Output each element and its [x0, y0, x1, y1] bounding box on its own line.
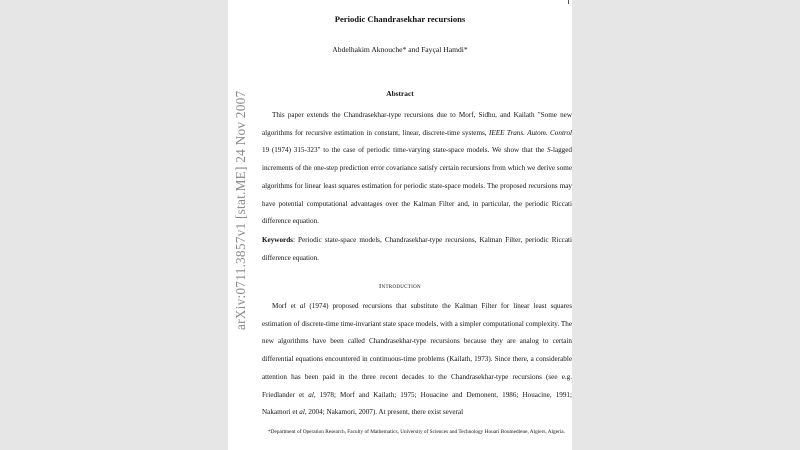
keywords-paragraph	[262, 232, 572, 267]
intro-text-1: Morf et	[272, 302, 300, 310]
intro-text-3: , 1978; Morf and Kailath; 1975; Houacine and Demonent, 1986; Houacine, 1991; Nakamori et	[262, 390, 572, 417]
keywords-label: Keywords	[262, 236, 293, 244]
abstract-text-1: This paper extends the Chandrasekhar-type recursions due to Morf, Sidhu, and Kailath "Some new algorithms for recursive estimation in constant, linear, discrete-time systems,	[262, 111, 572, 137]
intro-et-al-2: al	[308, 390, 314, 399]
intro-et-al-3: al	[299, 408, 305, 417]
abstract-body	[262, 107, 572, 231]
abstract-text-3: -lagged increments of the one-step prediction error covariance satisfy certain recursions from which we derive some algorithms for linear least squares estimation for periodic state-space models. The proposed recursions may have potential computational advantages over the Kalman Filter and, in particular, the periodic Riccati difference equation.	[262, 146, 572, 226]
introduction-heading: Introduction	[379, 283, 421, 290]
keywords-text: : Periodic state-space models, Chandrasekhar-type recursions, Kalman Filter, periodic Riccati difference equation.	[262, 236, 572, 262]
abstract-journal: IEEE Trans. Autom. Control	[489, 128, 572, 137]
page-corner-mark	[568, 0, 569, 4]
affiliation-footnote: *Department of Operation Research, Faculty of Mathematics, University of Sciences and Technology Houari Boumediene, Algiers, Algeria.	[268, 429, 565, 435]
paper-authors: Abdelhakim Aknouche* and Fayçal Hamdi*	[332, 45, 468, 54]
abstract-s-symbol: S	[547, 146, 551, 155]
intro-et-al-1: al	[299, 302, 306, 310]
arxiv-identifier-watermark: arXiv:0711.3857v1 [stat.ME] 24 Nov 2007	[233, 90, 248, 330]
abstract-heading: Abstract	[386, 89, 414, 98]
abstract-text-2: 19 (1974) 315-323" to the case of periodic time-varying state-space models. We show that the	[262, 146, 547, 155]
intro-text-4: , 2004; Nakamori, 2007). At present, there exist several	[304, 408, 464, 417]
intro-text-2: (1974) proposed recursions that substitute the Kalman Filter for linear least squares estimation of discrete-time time-invariant state space models, with a simpler computational complexity. The new algorithms have been called Chandrasekhar-type recursions because they are analog to certain differential equations encountered in continuous-time problems (Kailath, 1973). Since there, a considerable attention has been paid in the three recent decades to the Chandrasekhar-type recursions (see e.g. Friedlander et	[262, 302, 572, 399]
introduction-body	[262, 298, 572, 422]
paper-title: Periodic Chandrasekhar recursions	[334, 14, 466, 24]
